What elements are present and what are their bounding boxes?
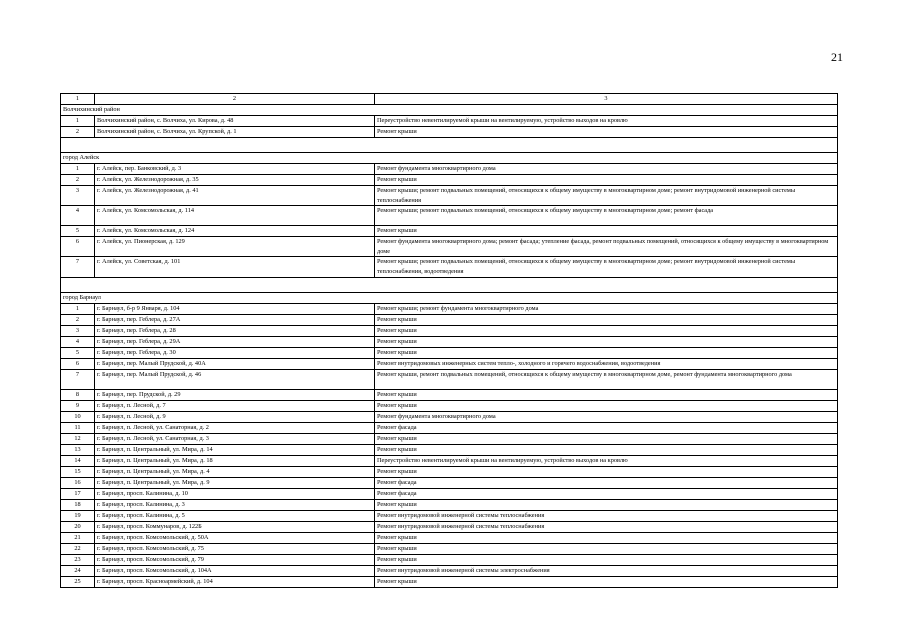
address-cell: г. Барнаул, п. Центральный, ул. Мира, д. 9 <box>95 477 375 488</box>
work-type-cell: Ремонт крыши <box>375 226 838 237</box>
section-spacer-row <box>61 277 838 292</box>
section-title-row <box>61 153 838 164</box>
header-cell-number: 1 <box>61 94 95 105</box>
header-cell-address: 2 <box>95 94 375 105</box>
table-row <box>61 576 838 587</box>
table-row <box>61 444 838 455</box>
work-type-cell: Ремонт крыши; ремонт подвальных помещений, относящихся к общему имуществу в многоквартирном доме; ремонт внутридомовой инженерной системы теплоснабжения, водоотведения <box>375 257 838 277</box>
work-type-cell: Ремонт крыши <box>375 175 838 186</box>
address-cell: г. Алейск, ул. Комсомольская, д. 124 <box>95 226 375 237</box>
work-type-cell: Ремонт крыши <box>375 444 838 455</box>
work-type-cell: Ремонт крыши <box>375 576 838 587</box>
row-number-cell: 18 <box>61 499 95 510</box>
row-number-cell: 7 <box>61 369 95 389</box>
row-number-cell: 6 <box>61 237 95 257</box>
work-type-cell: Ремонт крыши <box>375 314 838 325</box>
work-type-cell: Ремонт крыши; ремонт фундамента многоквартирного дома <box>375 303 838 314</box>
row-number-cell: 1 <box>61 303 95 314</box>
table-row <box>61 488 838 499</box>
row-number-cell: 24 <box>61 565 95 576</box>
row-number-cell: 5 <box>61 347 95 358</box>
work-type-cell: Ремонт крыши <box>375 347 838 358</box>
work-type-cell: Ремонт внутридомовых инженерных систем тепло-, холодного и горячего водоснабжения, водоотведения <box>375 358 838 369</box>
work-type-cell: Ремонт внутридомовой инженерной системы теплоснабжения <box>375 521 838 532</box>
work-type-cell: Ремонт крыши <box>375 336 838 347</box>
table-row <box>61 116 838 127</box>
address-cell: г. Барнаул, просп. Комсомольский, д. 75 <box>95 543 375 554</box>
work-type-cell: Ремонт крыши; ремонт подвальных помещений, относящихся к общему имуществу в многоквартирном доме; ремонт фасада <box>375 206 838 226</box>
work-type-cell: Переустройство невентилируемой крыши на вентилируемую, устройство выходов на кровлю <box>375 455 838 466</box>
row-number-cell: 5 <box>61 226 95 237</box>
row-number-cell: 6 <box>61 358 95 369</box>
table-row <box>61 369 838 389</box>
work-type-cell: Ремонт фундамента многоквартирного дома <box>375 411 838 422</box>
table-row <box>61 186 838 206</box>
section-spacer-cell <box>61 277 838 292</box>
row-number-cell: 14 <box>61 455 95 466</box>
work-type-cell: Ремонт крыши, ремонт подвальных помещений, относящихся к общему имуществу в многоквартирном доме, ремонт фундамента многоквартирного дома <box>375 369 838 389</box>
row-number-cell: 19 <box>61 510 95 521</box>
address-cell: г. Барнаул, пер. Геблера, д. 28 <box>95 325 375 336</box>
table-row <box>61 127 838 138</box>
row-number-cell: 16 <box>61 477 95 488</box>
table-row <box>61 314 838 325</box>
address-cell: г. Барнаул, б-р 9 Января, д. 104 <box>95 303 375 314</box>
address-cell: г. Алейск, ул. Комсомольская, д. 114 <box>95 206 375 226</box>
table-row <box>61 510 838 521</box>
row-number-cell: 17 <box>61 488 95 499</box>
section-spacer-cell <box>61 138 838 153</box>
address-cell: г. Барнаул, просп. Калинина, д. 5 <box>95 510 375 521</box>
row-number-cell: 13 <box>61 444 95 455</box>
section-spacer-row <box>61 138 838 153</box>
table-row <box>61 433 838 444</box>
table-row <box>61 554 838 565</box>
table-row <box>61 477 838 488</box>
address-cell: Волчихинский район, с. Волчиха, ул. Крупской, д. 1 <box>95 127 375 138</box>
table-row <box>61 422 838 433</box>
row-number-cell: 4 <box>61 336 95 347</box>
address-cell: г. Барнаул, просп. Комсомольский, д. 50А <box>95 532 375 543</box>
address-cell: г. Барнаул, пер. Геблера, д. 30 <box>95 347 375 358</box>
work-type-cell: Ремонт внутридомовой инженерной системы теплоснабжения <box>375 510 838 521</box>
table-row <box>61 175 838 186</box>
table-row <box>61 325 838 336</box>
table-row <box>61 164 838 175</box>
address-cell: г. Барнаул, п. Лесной, ул. Санаторная, д. 2 <box>95 422 375 433</box>
address-cell: г. Барнаул, п. Лесной, д. 9 <box>95 411 375 422</box>
address-cell: г. Барнаул, пер. Малый Прудской, д. 40А <box>95 358 375 369</box>
work-type-cell: Ремонт фасада <box>375 488 838 499</box>
address-cell: г. Барнаул, пер. Геблера, д. 29А <box>95 336 375 347</box>
table-row <box>61 206 838 226</box>
table-row <box>61 532 838 543</box>
section-title-row <box>61 292 838 303</box>
work-type-cell: Ремонт крыши <box>375 389 838 400</box>
row-number-cell: 25 <box>61 576 95 587</box>
row-number-cell: 10 <box>61 411 95 422</box>
work-type-cell: Ремонт крыши <box>375 400 838 411</box>
row-number-cell: 21 <box>61 532 95 543</box>
address-cell: г. Барнаул, п. Центральный, ул. Мира, д. 14 <box>95 444 375 455</box>
address-cell: г. Барнаул, п. Лесной, д. 7 <box>95 400 375 411</box>
work-type-cell: Ремонт фундамента многоквартирного дома <box>375 164 838 175</box>
row-number-cell: 9 <box>61 400 95 411</box>
address-cell: г. Барнаул, п. Лесной, ул. Санаторная, д. 3 <box>95 433 375 444</box>
address-cell: г. Барнаул, просп. Комсомольский, д. 104А <box>95 565 375 576</box>
row-number-cell: 11 <box>61 422 95 433</box>
address-cell: г. Барнаул, пер. Геблера, д. 27А <box>95 314 375 325</box>
table-row <box>61 499 838 510</box>
row-number-cell: 2 <box>61 175 95 186</box>
address-cell: г. Барнаул, просп. Комсомольский, д. 79 <box>95 554 375 565</box>
row-number-cell: 3 <box>61 325 95 336</box>
address-cell: г. Барнаул, просп. Калинина, д. 3 <box>95 499 375 510</box>
page-number: 21 <box>831 50 843 64</box>
table-row <box>61 400 838 411</box>
work-type-cell: Ремонт фасада <box>375 422 838 433</box>
address-cell: г. Барнаул, пер. Малый Прудской, д. 46 <box>95 369 375 389</box>
address-cell: Волчихинский район, с. Волчиха, ул. Кирова, д. 48 <box>95 116 375 127</box>
work-type-cell: Ремонт фундамента многоквартирного дома; ремонт фасада; утепление фасада, ремонт подвальных помещений, относящихся к общему имуществу в многоквартирном доме <box>375 237 838 257</box>
work-type-cell: Ремонт крыши <box>375 499 838 510</box>
table-header-row <box>61 94 838 105</box>
row-number-cell: 15 <box>61 466 95 477</box>
address-cell: г. Алейск, ул. Железнодорожная, д. 41 <box>95 186 375 206</box>
row-number-cell: 1 <box>61 164 95 175</box>
work-type-cell: Ремонт крыши <box>375 532 838 543</box>
table-row <box>61 336 838 347</box>
row-number-cell: 2 <box>61 127 95 138</box>
work-type-cell: Ремонт фасада <box>375 477 838 488</box>
table-row <box>61 565 838 576</box>
address-cell: г. Алейск, ул. Пионерская, д. 129 <box>95 237 375 257</box>
row-number-cell: 7 <box>61 257 95 277</box>
table-row <box>61 237 838 257</box>
row-number-cell: 1 <box>61 116 95 127</box>
work-type-cell: Ремонт крыши <box>375 543 838 554</box>
row-number-cell: 20 <box>61 521 95 532</box>
row-number-cell: 23 <box>61 554 95 565</box>
work-type-cell: Ремонт крыши <box>375 466 838 477</box>
section-title: Волчихинский район <box>61 105 838 116</box>
row-number-cell: 4 <box>61 206 95 226</box>
row-number-cell: 12 <box>61 433 95 444</box>
row-number-cell: 3 <box>61 186 95 206</box>
table-row <box>61 543 838 554</box>
address-cell: г. Барнаул, п. Центральный, ул. Мира, д. 4 <box>95 466 375 477</box>
work-type-cell: Ремонт крыши <box>375 433 838 444</box>
repair-works-table <box>60 93 838 588</box>
work-type-cell: Ремонт внутридомовой инженерной системы электроснабжения <box>375 565 838 576</box>
table-row <box>61 358 838 369</box>
table-row <box>61 257 838 277</box>
table-row <box>61 347 838 358</box>
table-row <box>61 411 838 422</box>
section-title: город Барнаул <box>61 292 838 303</box>
work-type-cell: Переустройство невентилируемой крыши на вентилируемую, устройство выходов на кровлю <box>375 116 838 127</box>
work-type-cell: Ремонт крыши <box>375 554 838 565</box>
table-row <box>61 455 838 466</box>
address-cell: г. Барнаул, п. Центральный, ул. Мира, д. 18 <box>95 455 375 466</box>
row-number-cell: 22 <box>61 543 95 554</box>
address-cell: г. Барнаул, просп. Красноармейский, д. 104 <box>95 576 375 587</box>
row-number-cell: 8 <box>61 389 95 400</box>
work-type-cell: Ремонт крыши <box>375 127 838 138</box>
table-row <box>61 303 838 314</box>
table-body <box>61 94 838 588</box>
address-cell: г. Барнаул, просп. Калинина, д. 10 <box>95 488 375 499</box>
table-row <box>61 389 838 400</box>
address-cell: г. Алейск, ул. Железнодорожная, д. 35 <box>95 175 375 186</box>
section-title-row <box>61 105 838 116</box>
address-cell: г. Алейск, ул. Советская, д. 101 <box>95 257 375 277</box>
work-type-cell: Ремонт крыши; ремонт подвальных помещений, относящихся к общему имуществу в многоквартирном доме; ремонт внутридомовой инженерной системы теплоснабжения <box>375 186 838 206</box>
address-cell: г. Алейск, пер. Банковский, д. 3 <box>95 164 375 175</box>
address-cell: г. Барнаул, пер. Прудской, д. 29 <box>95 389 375 400</box>
table-row <box>61 466 838 477</box>
row-number-cell: 2 <box>61 314 95 325</box>
section-title: город Алейск <box>61 153 838 164</box>
header-cell-work: 3 <box>375 94 838 105</box>
work-type-cell: Ремонт крыши <box>375 325 838 336</box>
address-cell: г. Барнаул, просп. Коммунаров, д. 122Б <box>95 521 375 532</box>
table-row <box>61 226 838 237</box>
table-row <box>61 521 838 532</box>
